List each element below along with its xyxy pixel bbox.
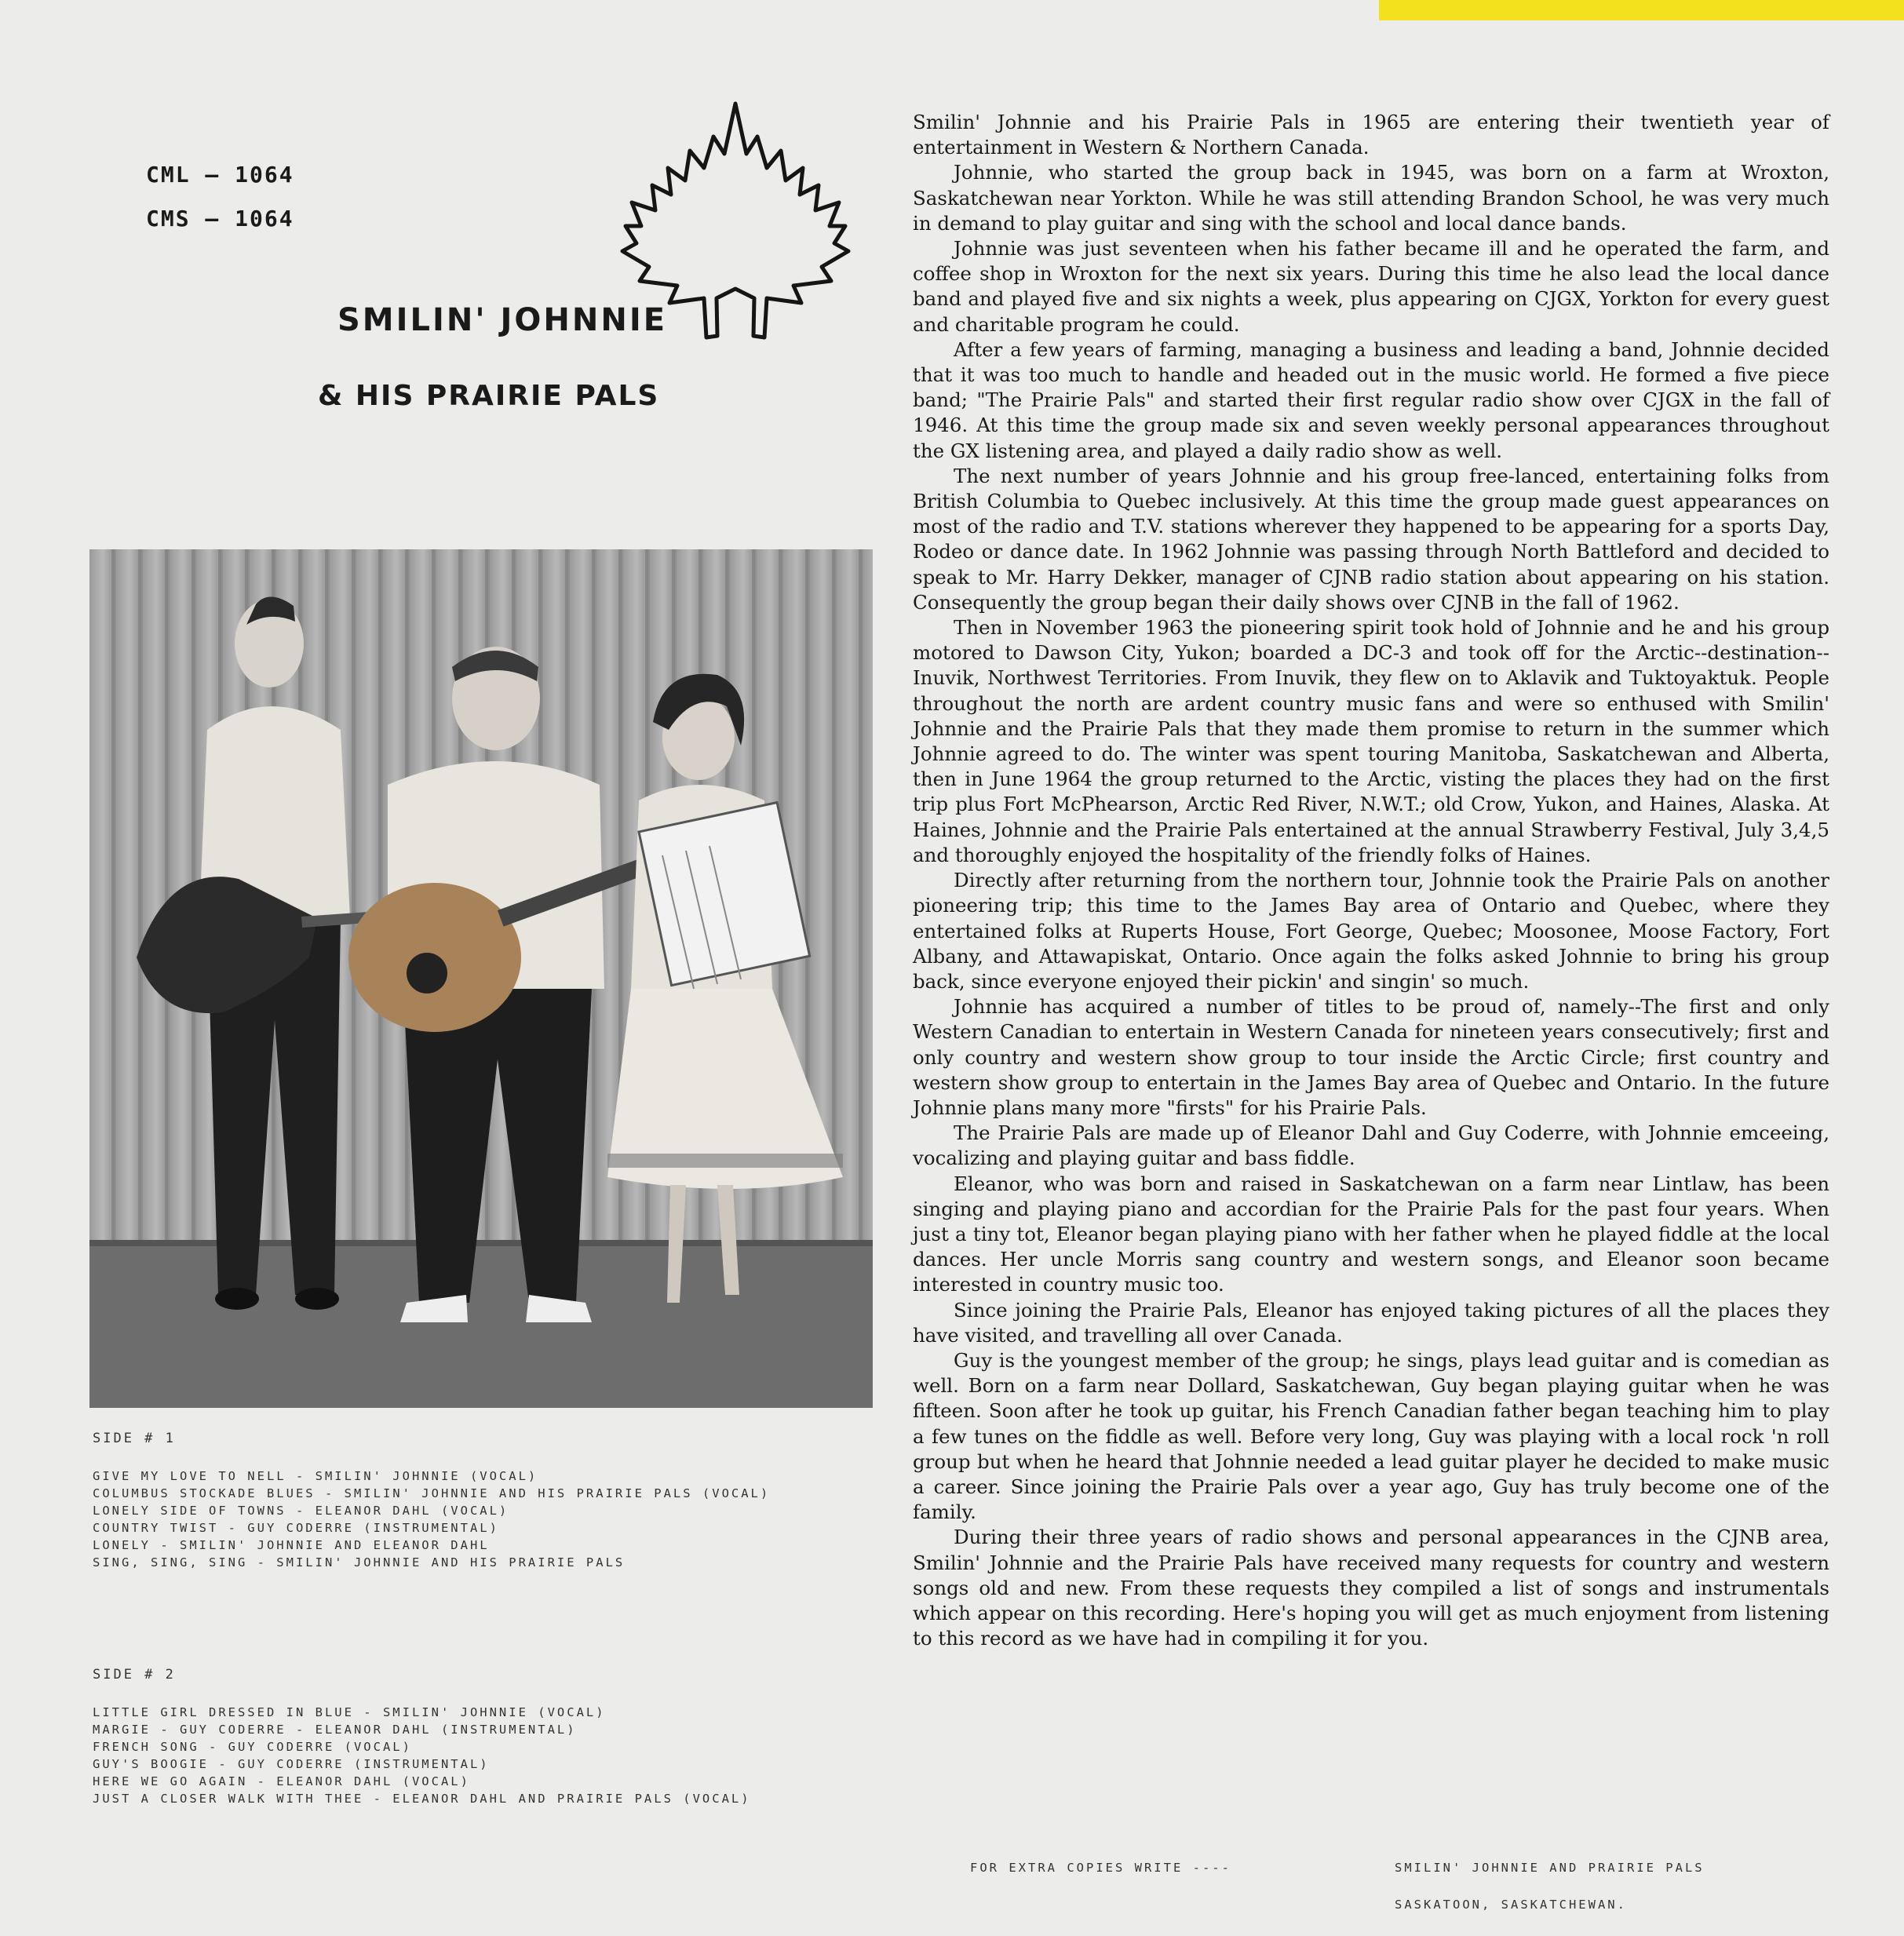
bio-paragraph: Johnnie has acquired a number of titles to be proud of, namely--The first and only Western Canadian to entertain in Western Canada for nineteen years consecutively; first and only country and western show group to tour inside the Arctic Circle; first country and western show group to entertain in the James Bay area of Quebec and Ontario. In the future Johnnie plans many more "firsts" for his Prairie Pals. <box>913 995 1829 1119</box>
track-item: LONELY - SMILIN' JOHNNIE AND ELEANOR DAHL <box>93 1538 490 1552</box>
catalog-number-mono: CML – 1064 <box>146 162 294 188</box>
bio-paragraph: The Prairie Pals are made up of Eleanor Dahl and Guy Coderre, with Johnnie emceeing, vocalizing and playing guitar and bass fiddle. <box>913 1121 1829 1170</box>
bio-paragraph: Johnnie, who started the group back in 1945, was born on a farm at Wroxton, Saskatchewan near Yorkton. While he was still attending Brandon School, he was very much in demand to play guitar and sing with the school and local dance bands. <box>913 161 1829 235</box>
bio-paragraph: Eleanor, who was born and raised in Saskatchewan on a farm near Lintlaw, has been singing and playing piano and accordian for the Prairie Pals for the past four years. When just a tiny tot, Eleanor began playing piano with her father when he played fiddle at the local dances. Her uncle Morris sang country and western songs, and Eleanor soon became interested in country music too. <box>913 1172 1829 1296</box>
side-1-header: SIDE # 1 <box>93 1431 176 1446</box>
bio-paragraph: Guy is the youngest member of the group; he sings, plays lead guitar and is comedian as well. Born on a farm near Dollard, Saskatchewan, Guy began playing guitar when he was fifteen. Soon after he took up guitar, his French Canadian father began teaching him to play a few tunes on the fiddle as well. Before very long, Guy was playing with a local rock 'n roll group but when he heard that Johnnie needed a lead guitar player he decided to make music a career. Since joining the Prairie Pals over a year ago, Guy has truly become one of the family. <box>913 1348 1829 1524</box>
track-item: GIVE MY LOVE TO NELL - SMILIN' JOHNNIE (VOCAL) <box>93 1469 538 1483</box>
bio-paragraph: After a few years of farming, managing a business and leading a band, Johnnie decided that it was too much to handle and headed out in the music world. He formed a five piece band; "The Prairie Pals" and started their first regular radio show over CJGX in the fall of 1946. At this time the group made six and seven weekly personal appearances throughout the GX listening area, and played a daily radio show as well. <box>913 337 1829 462</box>
catalog-number-stereo: CMS – 1064 <box>146 206 294 232</box>
bio-paragraph: Directly after returning from the northern tour, Johnnie took the Prairie Pals on another pioneering trip; this time to the James Bay area of Ontario and Quebec, where they entertained folks at Ruperts House, Fort George, Quebec; Moosonee, Moose Factory, Fort Albany, and Attawapiskat, Ontario. Once again the folks asked Johnnie to bring his group back, since everyone enjoyed their pickin' and singin' so much. <box>913 869 1829 993</box>
bio-paragraph: During their three years of radio shows and personal appearances in the CJNB area, Smilin' Johnnie and the Prairie Pals have received many requests for country and western songs old and new. From these requests they compiled a list of songs and instrumentals which appear on this recording. Here's hoping you will get as much enjoyment from listening to this record as we have had in compiling it for you. <box>913 1526 1829 1650</box>
track-item: LONELY SIDE OF TOWNS - ELEANOR DAHL (VOCAL) <box>93 1504 509 1518</box>
track-item: COLUMBUS STOCKADE BLUES - SMILIN' JOHNNIE AND HIS PRAIRIE PALS (VOCAL) <box>93 1486 771 1500</box>
side-2-header: SIDE # 2 <box>93 1667 176 1683</box>
track-list-side-1 <box>93 1430 770 1571</box>
track-item: MARGIE - GUY CODERRE - ELEANOR DAHL (INSTRUMENTAL) <box>93 1723 577 1737</box>
bio-paragraph: Johnnie was just seventeen when his father became ill and he operated the farm, and coffee shop in Wroxton for the next six years. During this time he also lead the local dance band and played five and six nights a week, plus appearing on CJGX, Yorkton for every guest and charitable program he could. <box>913 237 1829 336</box>
bio-paragraph: Since joining the Prairie Pals, Eleanor has enjoyed taking pictures of all the places they have visited, and travelling all over Canada. <box>913 1298 1829 1347</box>
track-list-side-2 <box>93 1666 751 1807</box>
artist-title: SMILIN' JOHNNIE <box>337 302 668 338</box>
track-item: SING, SING, SING - SMILIN' JOHNNIE AND HIS PRAIRIE PALS <box>93 1555 626 1570</box>
footer-contact-name: SMILIN' JOHNNIE AND PRAIRIE PALS <box>1395 1861 1705 1875</box>
catalog-numbers <box>146 153 294 241</box>
track-item: LITTLE GIRL DRESSED IN BLUE - SMILIN' JOHNNIE (VOCAL) <box>93 1705 606 1719</box>
track-item: JUST A CLOSER WALK WITH THEE - ELEANOR DAHL AND PRAIRIE PALS (VOCAL) <box>93 1792 751 1806</box>
artist-subtitle: & HIS PRAIRIE PALS <box>318 380 660 412</box>
track-item: COUNTRY TWIST - GUY CODERRE (INSTRUMENTAL) <box>93 1521 499 1535</box>
liner-notes <box>913 110 1829 1651</box>
track-item: FRENCH SONG - GUY CODERRE (VOCAL) <box>93 1740 412 1754</box>
yellow-edge-strip <box>1379 0 1904 20</box>
track-item: HERE WE GO AGAIN - ELEANOR DAHL (VOCAL) <box>93 1774 470 1788</box>
bio-paragraph: Smilin' Johnnie and his Prairie Pals in 1965 are entering their twentieth year of entertainment in Western & Northern Canada. <box>913 111 1829 159</box>
extra-copies-label: FOR EXTRA COPIES WRITE ---- <box>970 1861 1231 1875</box>
band-photo <box>89 549 873 1408</box>
bio-paragraph: Then in November 1963 the pioneering spirit took hold of Johnnie and he and his group motored to Dawson City, Yukon; boarded a DC-3 and took off for the Arctic--destination--Inuvik, Northwest Territories. From Inuvik, they flew on to Aklavik and Tuktoyaktuk. People throughout the north are ardent country music fans and were so enthused with Smilin' Johnnie and the Prairie Pals that they made them promise to return in the summer which Johnnie agreed to do. The winter was spent touring Manitoba, Saskatchewan and Alberta, then in June 1964 the group returned to the Arctic, visting the places they had on the first trip plus Fort McPhearson, Arctic Red River, N.W.T.; old Crow, Yukon, and Haines, Alaska. At Haines, Johnnie and the Prairie Pals entertained at the annual Strawberry Festival, July 3,4,5 and thoroughly enjoyed the hospitality of the friendly folks of Haines. <box>913 616 1829 866</box>
track-item: GUY'S BOOGIE - GUY CODERRE (INSTRUMENTAL) <box>93 1757 490 1771</box>
footer-contact-city: SASKATOON, SASKATCHEWAN. <box>1395 1898 1627 1912</box>
bio-paragraph: The next number of years Johnnie and his group free-lanced, entertaining folks from British Columbia to Quebec inclusively. At this time the group made guest appearances on most of the radio and T.V. stations wherever they happened to be appearing for a sports Day, Rodeo or dance date. In 1962 Johnnie was passing through North Battleford and decided to speak to Mr. Harry Dekker, manager of CJNB radio station about appearing on his station. Consequently the group began their daily shows over CJNB in the fall of 1962. <box>913 464 1829 614</box>
